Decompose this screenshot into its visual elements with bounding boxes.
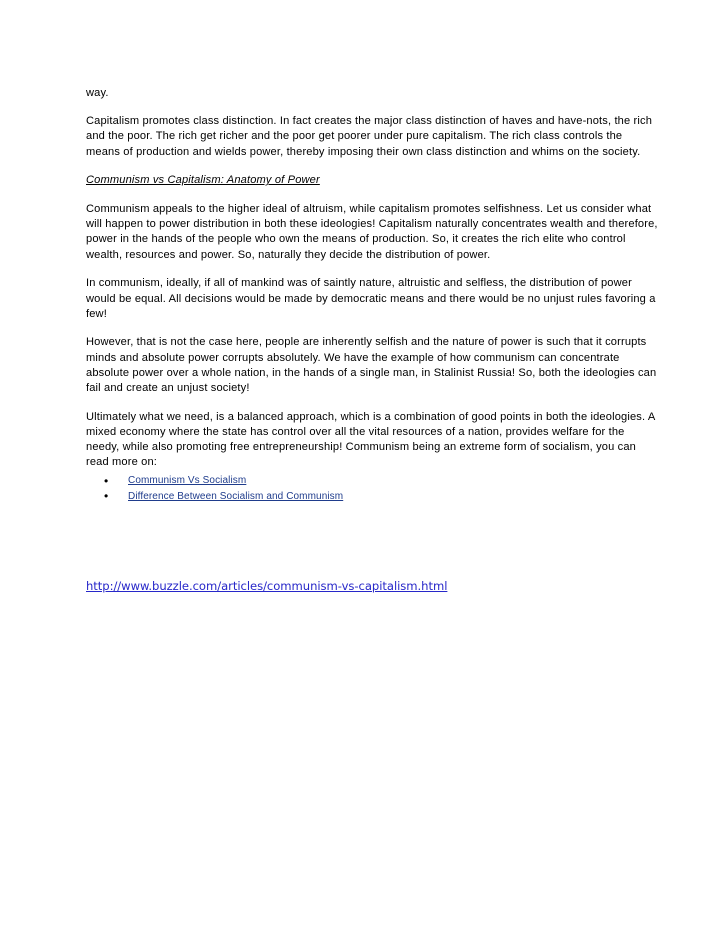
list-item (104, 489, 343, 505)
paragraph-power-distribution: Communism appeals to the higher ideal of altruism, while capitalism promotes selfishness. Let us consider what will happen to power distribution in both these ideologies! Capitalism naturally concentrates wealth and therefore, power in the hands of the people who own the means of production. So, it creates the rich elite who control wealth, resources and power. So, naturally they decide the distribution of power. (86, 203, 658, 261)
list-item (104, 473, 343, 489)
continuation-text: way. (86, 87, 109, 99)
paragraph-class-distinction: Capitalism promotes class distinction. In fact creates the major class distinction of haves and have-nots, the rich and the poor. The rich get richer and the poor get poorer under pure capitalism. The rich class controls the means of production and wields power, thereby imposing their own class distinction and whims on the society. (86, 115, 653, 158)
bullet-icon: • (104, 489, 109, 504)
communism-vs-socialism-link[interactable]: Communism Vs Socialism (128, 475, 247, 487)
document-body (86, 86, 658, 487)
paragraph-balanced-approach: Ultimately what we need, is a balanced approach, which is a combination of good points in both the ideologies. A mixed economy where the state has control over all the vital resources of a nation, provides welfare for the needy, while also promoting free entrepreneurship! Communism being an extreme form of socialism, you can read more on: (86, 410, 655, 469)
section-heading: Communism vs Capitalism: Anatomy of Power (86, 174, 320, 187)
paragraph-human-nature: However, that is not the case here, people are inherently selfish and the nature of power is such that it corrupts minds and absolute power corrupts absolutely. We have the example of how communism can concentrate absolute power over a whole nation, in the hands of a single man, in Stalinist Russia! So, both the ideologies can fail and create an unjust society! (86, 336, 657, 395)
paragraph-communism-ideal: In communism, ideally, if all of mankind was of saintly nature, altruistic and selfless, the distribution of power would be equal. All decisions would be made by democratic means and there would be no unjust rules favoring a few! (86, 277, 656, 320)
related-links-list (104, 473, 343, 504)
bullet-icon: • (104, 473, 109, 488)
source-url-link[interactable]: http://www.buzzle.com/articles/communism-vs-capitalism.html (86, 579, 448, 593)
socialism-communism-difference-link[interactable]: Difference Between Socialism and Communism (128, 490, 344, 502)
